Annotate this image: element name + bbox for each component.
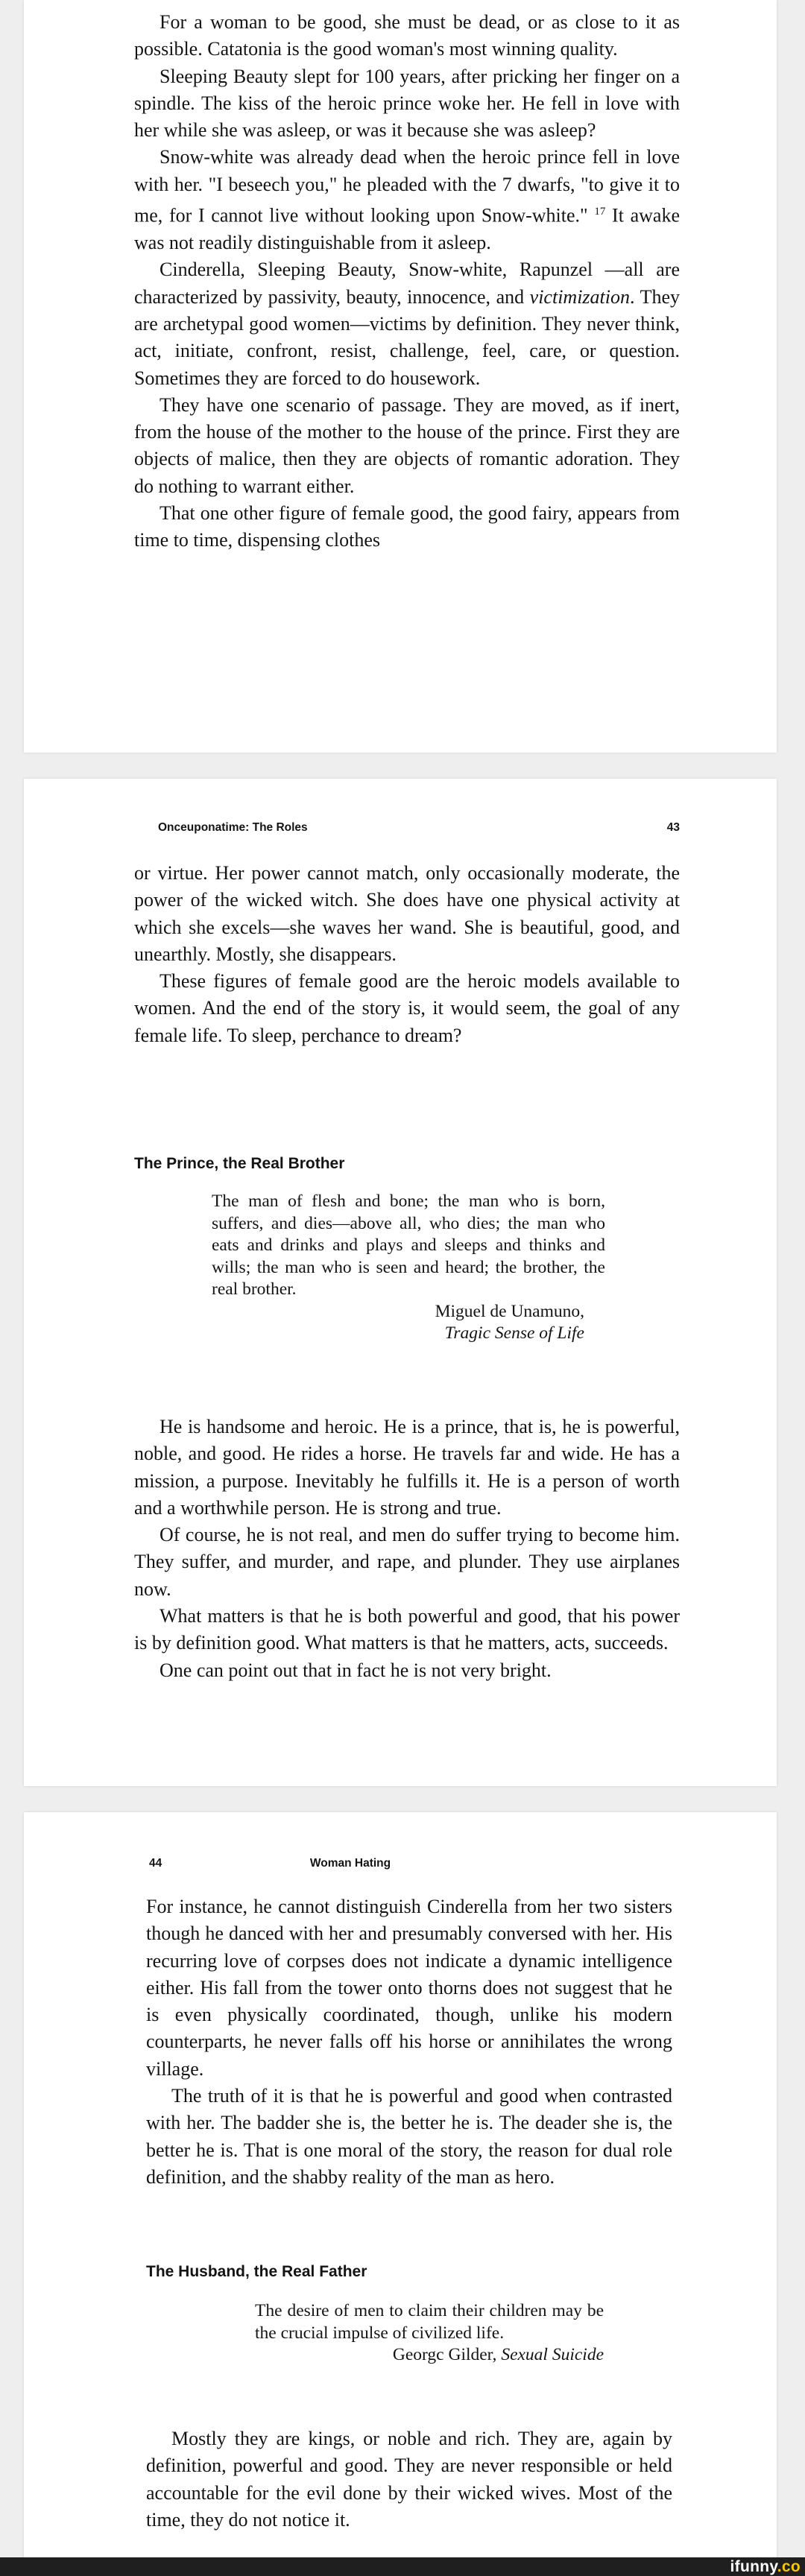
paragraph: Mostly they are kings, or noble and rich. They are, again by definition, powerful and good. They are never responsible or held accountable for the evil done by their wicked wives. Most of the time, they do not notice it. [146, 2428, 672, 2531]
ifunny-watermark: ifunny.co [730, 2558, 801, 2575]
paragraph: He is handsome and heroic. He is a prince, that is, he is powerful, noble, and good. He rides a horse. He travels far and wide. He has a mission, a purpose. Inevitably he fulfills it. He is a person of worth and a worthwhile person. He is strong and true. [134, 1416, 680, 1519]
page-43-body-top [134, 860, 680, 1049]
epigraph-attribution: Miguel de Unamuno, Tragic Sense of Life [435, 1301, 584, 1343]
paragraph: For instance, he cannot distinguish Cinderella from her two sisters though he danced with her and presumably conversed with her. His recurring love of corpses does not indicate a dynamic intelligence either. His fall from the tower onto thorns does not suggest that he is even physically coordinated, though, unlike his modern counterparts, he never falls off his horse or annihilates the wrong village. [146, 1896, 672, 2080]
paragraph: That one other figure of female good, the good fairy, appears from time to time, dispensing clothes [134, 502, 680, 551]
running-header [134, 821, 680, 844]
paragraph: Of course, he is not real, and men do suffer trying to become him. They suffer, and murder, and rape, and plunder. They use airplanes now. [134, 1524, 680, 1600]
page-number: 44 [149, 1857, 162, 1870]
paragraph: One can point out that in fact he is not very bright. [160, 1659, 552, 1681]
paragraph: Cinderella, Sleeping Beauty, Snow-white, Rapunzel —all are characterized by passivity, beauty, innocence, and victimization. They are archetypal good women—victims by definition. They never think, act, initiate, confront, resist, challenge, feel, care, or question. Sometimes they are forced to do housework. [134, 259, 681, 389]
watermark-bar [0, 2557, 805, 2576]
paragraph: For a woman to be good, she must be dead, or as close to it as possible. Catatonia is the good woman's most winning quality. [134, 11, 680, 60]
page-1-body [134, 9, 680, 554]
paragraph: These figures of female good are the heroic models available to women. And the end of the story is, it would seem, the goal of any female life. To sleep, perchance to dream? [134, 970, 680, 1046]
section-title: The Prince, the Real Brother [134, 1155, 345, 1172]
epigraph-text: The man of flesh and bone; the man who is born, suffers, and dies—above all, who dies; the man who eats and drinks and plays and sleeps and thinks and wills; the man who is seen and heard; the brother, the real brother. [212, 1192, 605, 1299]
running-title: Onceuponatime: The Roles [158, 821, 308, 834]
paragraph: Snow-white was already dead when the heroic prince fell in love with her. "I beseech you," he pleaded with the 7 dwarfs, "to give it to me, for I cannot live without looking upon Snow-white." $^{17}$ It awake was not readily distinguishable from it asleep. [134, 146, 681, 254]
paragraph: or virtue. Her power cannot match, only occasionally moderate, the power of the wicked witch. She does have one physical activity at which she excels—she waves her wand. She is beautiful, good, and unearthly. Mostly, she disappears. [134, 862, 680, 965]
page-43-body-bottom [134, 1414, 680, 1684]
paragraph: Sleeping Beauty slept for 100 years, after pricking her finger on a spindle. The kiss of the heroic prince woke her. He fell in love with her while she was asleep, or was it because she was asleep? [134, 65, 680, 142]
book-page-1 [24, 0, 777, 753]
running-header [149, 1857, 552, 1879]
page-44-body-top [146, 1893, 672, 2191]
paragraph: They have one scenario of passage. They are moved, as if inert, from the house of the mother to the house of the prince. First they are objects of malice, then they are objects of romantic adoration. They do nothing to warrant either. [134, 393, 680, 497]
epigraph [212, 1191, 605, 1345]
book-page-44 [24, 1812, 777, 2576]
book-page-43 [24, 779, 777, 1786]
running-title: Woman Hating [309, 1857, 391, 1870]
footnote-ref: 17 [594, 206, 606, 218]
epigraph [255, 2300, 604, 2367]
paragraph: The truth of it is that he is powerful and good when contrasted with her. The badder she is, the better he is. The deader she is, the better he is. That is one moral of the story, the reason for dual role definition, and the shabby reality of the man as hero. [146, 2085, 672, 2188]
page-number: 43 [666, 821, 680, 834]
section-title: The Husband, the Real Father [146, 2263, 367, 2280]
page-44-body-bottom [146, 2425, 672, 2534]
paragraph: What matters is that he is both powerful and good, that his power is by definition good. What matters is that he matters, acts, succeeds. [134, 1605, 680, 1654]
epigraph-text: The desire of men to claim their children may be the crucial impulse of civilized life. [255, 2301, 604, 2343]
epigraph-attribution: Georgc Gilder, Sexual Suicide [392, 2345, 604, 2364]
